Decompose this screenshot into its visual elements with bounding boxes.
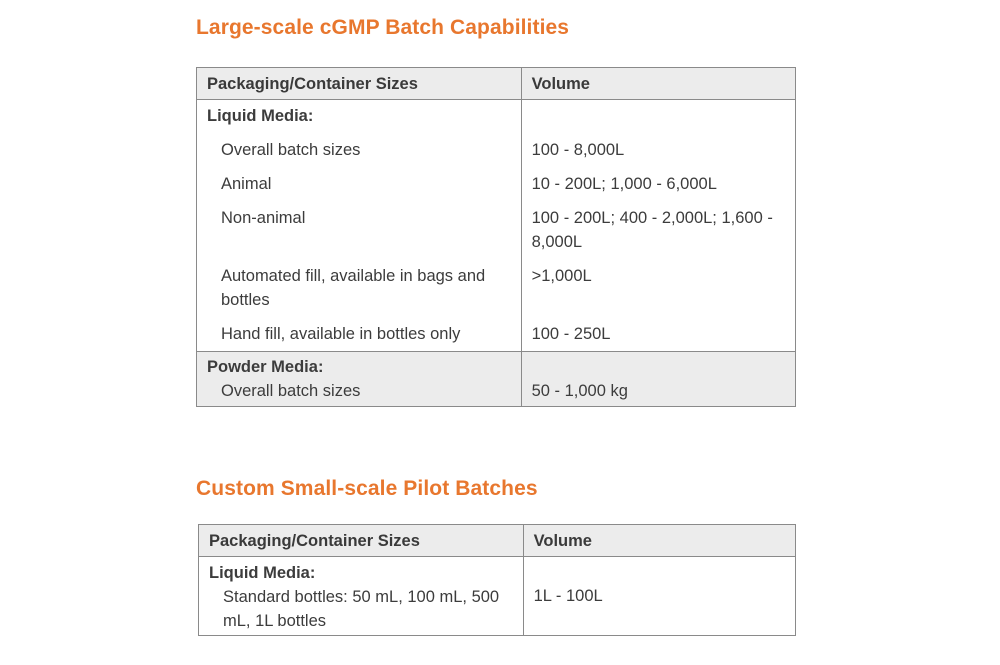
row-volume: 100 - 200L; 400 - 2,000L; 1,600 - 8,000L (521, 201, 795, 259)
row-volume: 100 - 8,000L (521, 133, 795, 167)
table-row (197, 317, 796, 352)
powder-media-label: Powder Media: (207, 358, 324, 376)
table-row (197, 167, 796, 201)
large-scale-title: Large-scale cGMP Batch Capabilities (196, 16, 570, 39)
row-volume: 1L - 100L (523, 557, 795, 636)
table-row (197, 352, 796, 407)
row-volume: 100 - 250L (521, 317, 795, 352)
row-volume: 10 - 200L; 1,000 - 6,000L (521, 167, 795, 201)
powder-media-cell (197, 352, 522, 407)
table-cell-empty (521, 100, 795, 134)
liquid-media-cell (199, 557, 524, 636)
column-header-packaging: Packaging/Container Sizes (197, 68, 522, 100)
column-header-volume: Volume (523, 525, 795, 557)
small-scale-table (198, 524, 796, 636)
column-header-volume: Volume (521, 68, 795, 100)
column-header-packaging: Packaging/Container Sizes (199, 525, 524, 557)
row-item: Hand fill, available in bottles only (197, 317, 522, 352)
table-row (197, 259, 796, 317)
table-row (197, 133, 796, 167)
large-scale-table (196, 67, 796, 407)
row-item: Non-animal (197, 201, 522, 259)
row-item: Automated fill, available in bags and bottles (197, 259, 522, 317)
row-item: Overall batch sizes (197, 133, 522, 167)
table-row (197, 100, 796, 134)
row-volume: >1,000L (521, 259, 795, 317)
row-volume: 50 - 1,000 kg (521, 352, 795, 407)
table-header-row (197, 68, 796, 100)
table-row (197, 201, 796, 259)
table-row (199, 557, 796, 636)
row-item: Standard bottles: 50 mL, 100 mL, 500 mL, 1L bottles (223, 588, 500, 630)
liquid-media-label: Liquid Media: (197, 100, 522, 134)
table-header-row (199, 525, 796, 557)
liquid-media-label: Liquid Media: (209, 564, 316, 582)
row-item: Overall batch sizes (221, 382, 361, 400)
row-item: Animal (197, 167, 522, 201)
small-scale-title: Custom Small-scale Pilot Batches (196, 477, 538, 500)
